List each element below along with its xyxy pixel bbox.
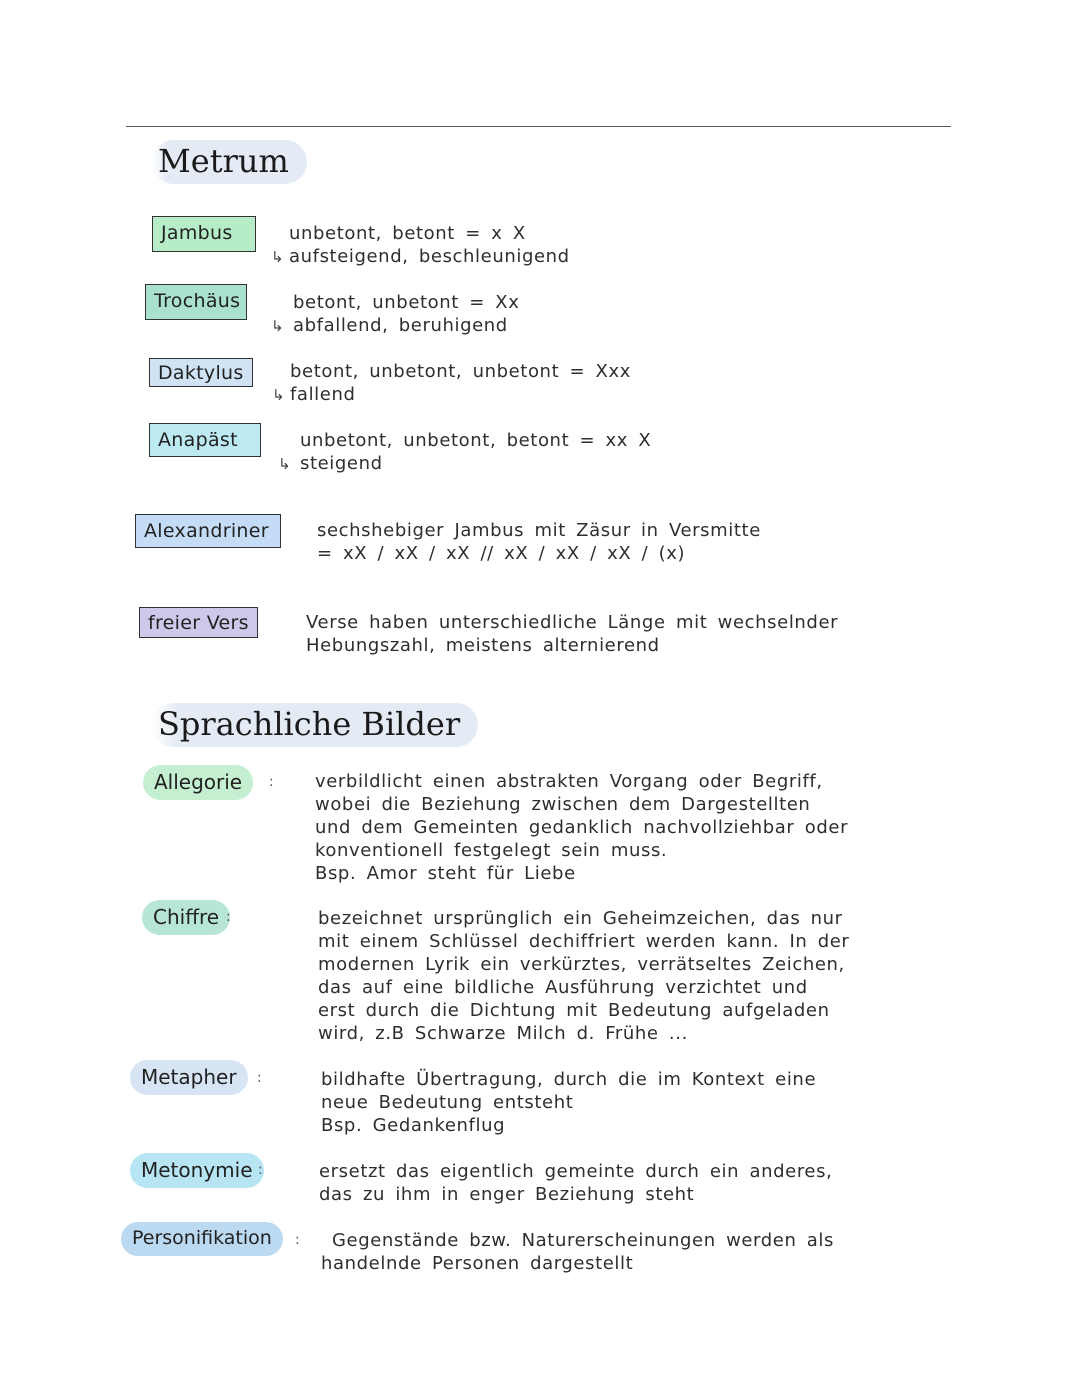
definition-jambus [271, 222, 570, 269]
definition-arrow-line [271, 314, 519, 338]
definition-anapast [278, 429, 652, 476]
definition-arrow-line [278, 452, 651, 476]
definition-line: das zu ihm in enger Beziehung steht [319, 1184, 695, 1205]
definition-line: wird, z.B Schwarze Milch d. Frühe ... [318, 1023, 688, 1044]
hook-arrow-icon: ↳ [271, 317, 285, 335]
definition-line: neue Bedeutung entsteht [321, 1092, 574, 1113]
section-heading-sprachliche-bilder: Sprachliche Bilder [152, 703, 478, 747]
definition-metonymie [319, 1160, 832, 1206]
term-pill-personifikation: Personifikation [121, 1222, 283, 1256]
definition-line: fallend [290, 384, 356, 405]
hook-arrow-icon: ↳ [271, 248, 285, 266]
definition-line: Hebungszahl, meistens alternierend [306, 635, 660, 656]
term-pill-allegorie: Allegorie [143, 765, 253, 800]
definition-metapher [321, 1068, 816, 1137]
definition-daktylus [272, 360, 631, 407]
definition-chiffre [318, 907, 849, 1045]
definition-line: = xX / xX / xX // xX / xX / xX / (x) [317, 543, 686, 564]
hook-arrow-icon: ↳ [272, 386, 286, 404]
definition-line: verbildlicht einen abstrakten Vorgang oder Begriff, [315, 771, 823, 792]
definition-line: betont, unbetont, unbetont = Xxx [290, 361, 631, 382]
definition-line: das auf eine bildliche Ausführung verzichtet und [318, 977, 808, 998]
term-box-anapast: Anapäst [149, 423, 261, 457]
definition-line: und dem Gemeinten gedanklich nachvollziehbar oder [315, 817, 849, 838]
colon-mark: : [295, 1232, 300, 1248]
definition-trochaus [271, 291, 520, 338]
definition-arrow-line [272, 383, 631, 407]
colon-mark: : [226, 909, 231, 925]
definition-line: unbetont, unbetont, betont = xx X [300, 430, 652, 451]
definition-line: sechshebiger Jambus mit Zäsur in Versmitte [317, 520, 761, 541]
definition-line: aufsteigend, beschleunigend [289, 246, 570, 267]
term-pill-chiffre: Chiffre [142, 900, 230, 935]
definition-line: konventionell festgelegt sein muss. [315, 840, 668, 861]
term-box-daktylus: Daktylus [149, 358, 253, 387]
top-divider-line [126, 126, 951, 127]
definition-line: erst durch die Dichtung mit Bedeutung aufgeladen [318, 1000, 830, 1021]
definition-alexandriner [317, 519, 761, 565]
colon-mark: : [257, 1070, 262, 1086]
definition-line: Gegenstände bzw. Naturerscheinungen werden als [332, 1230, 834, 1251]
definition-line: Bsp. Gedankenflug [321, 1115, 506, 1136]
colon-mark: : [269, 774, 274, 790]
term-box-trochaus: Trochäus [145, 284, 247, 320]
definition-line: Bsp. Amor steht für Liebe [315, 863, 576, 884]
definition-line: bezeichnet ursprünglich ein Geheimzeichen, das nur [318, 908, 843, 929]
colon-mark: : [258, 1162, 263, 1178]
definition-line: ersetzt das eigentlich gemeinte durch ein anderes, [319, 1161, 833, 1182]
definition-personifikation [321, 1229, 834, 1275]
definition-line: steigend [300, 453, 383, 474]
definition-line: mit einem Schlüssel dechiffriert werden kann. In der [318, 931, 850, 952]
definition-line: wobei die Beziehung zwischen dem Dargestellten [315, 794, 811, 815]
section-heading-metrum: Metrum [152, 140, 307, 184]
definition-line: Verse haben unterschiedliche Länge mit wechselnder [306, 612, 839, 633]
definition-line: bildhafte Übertragung, durch die im Kontext eine [321, 1069, 817, 1090]
definition-line: abfallend, beruhigend [293, 315, 508, 336]
definition-line: modernen Lyrik ein verkürztes, verrätseltes Zeichen, [318, 954, 845, 975]
definition-freier-vers [306, 611, 838, 657]
definition-line: handelnde Personen dargestellt [321, 1253, 634, 1274]
term-box-freier-vers: freier Vers [139, 607, 258, 638]
term-pill-metonymie: Metonymie [130, 1153, 264, 1188]
definition-allegorie [315, 770, 848, 885]
definition-line: betont, unbetont = Xx [293, 292, 520, 313]
term-box-alexandriner: Alexandriner [135, 514, 281, 548]
definition-line: unbetont, betont = x X [289, 223, 526, 244]
hook-arrow-icon: ↳ [278, 455, 292, 473]
term-pill-metapher: Metapher [130, 1060, 248, 1095]
definition-arrow-line [271, 245, 570, 269]
term-box-jambus: Jambus [152, 216, 256, 252]
